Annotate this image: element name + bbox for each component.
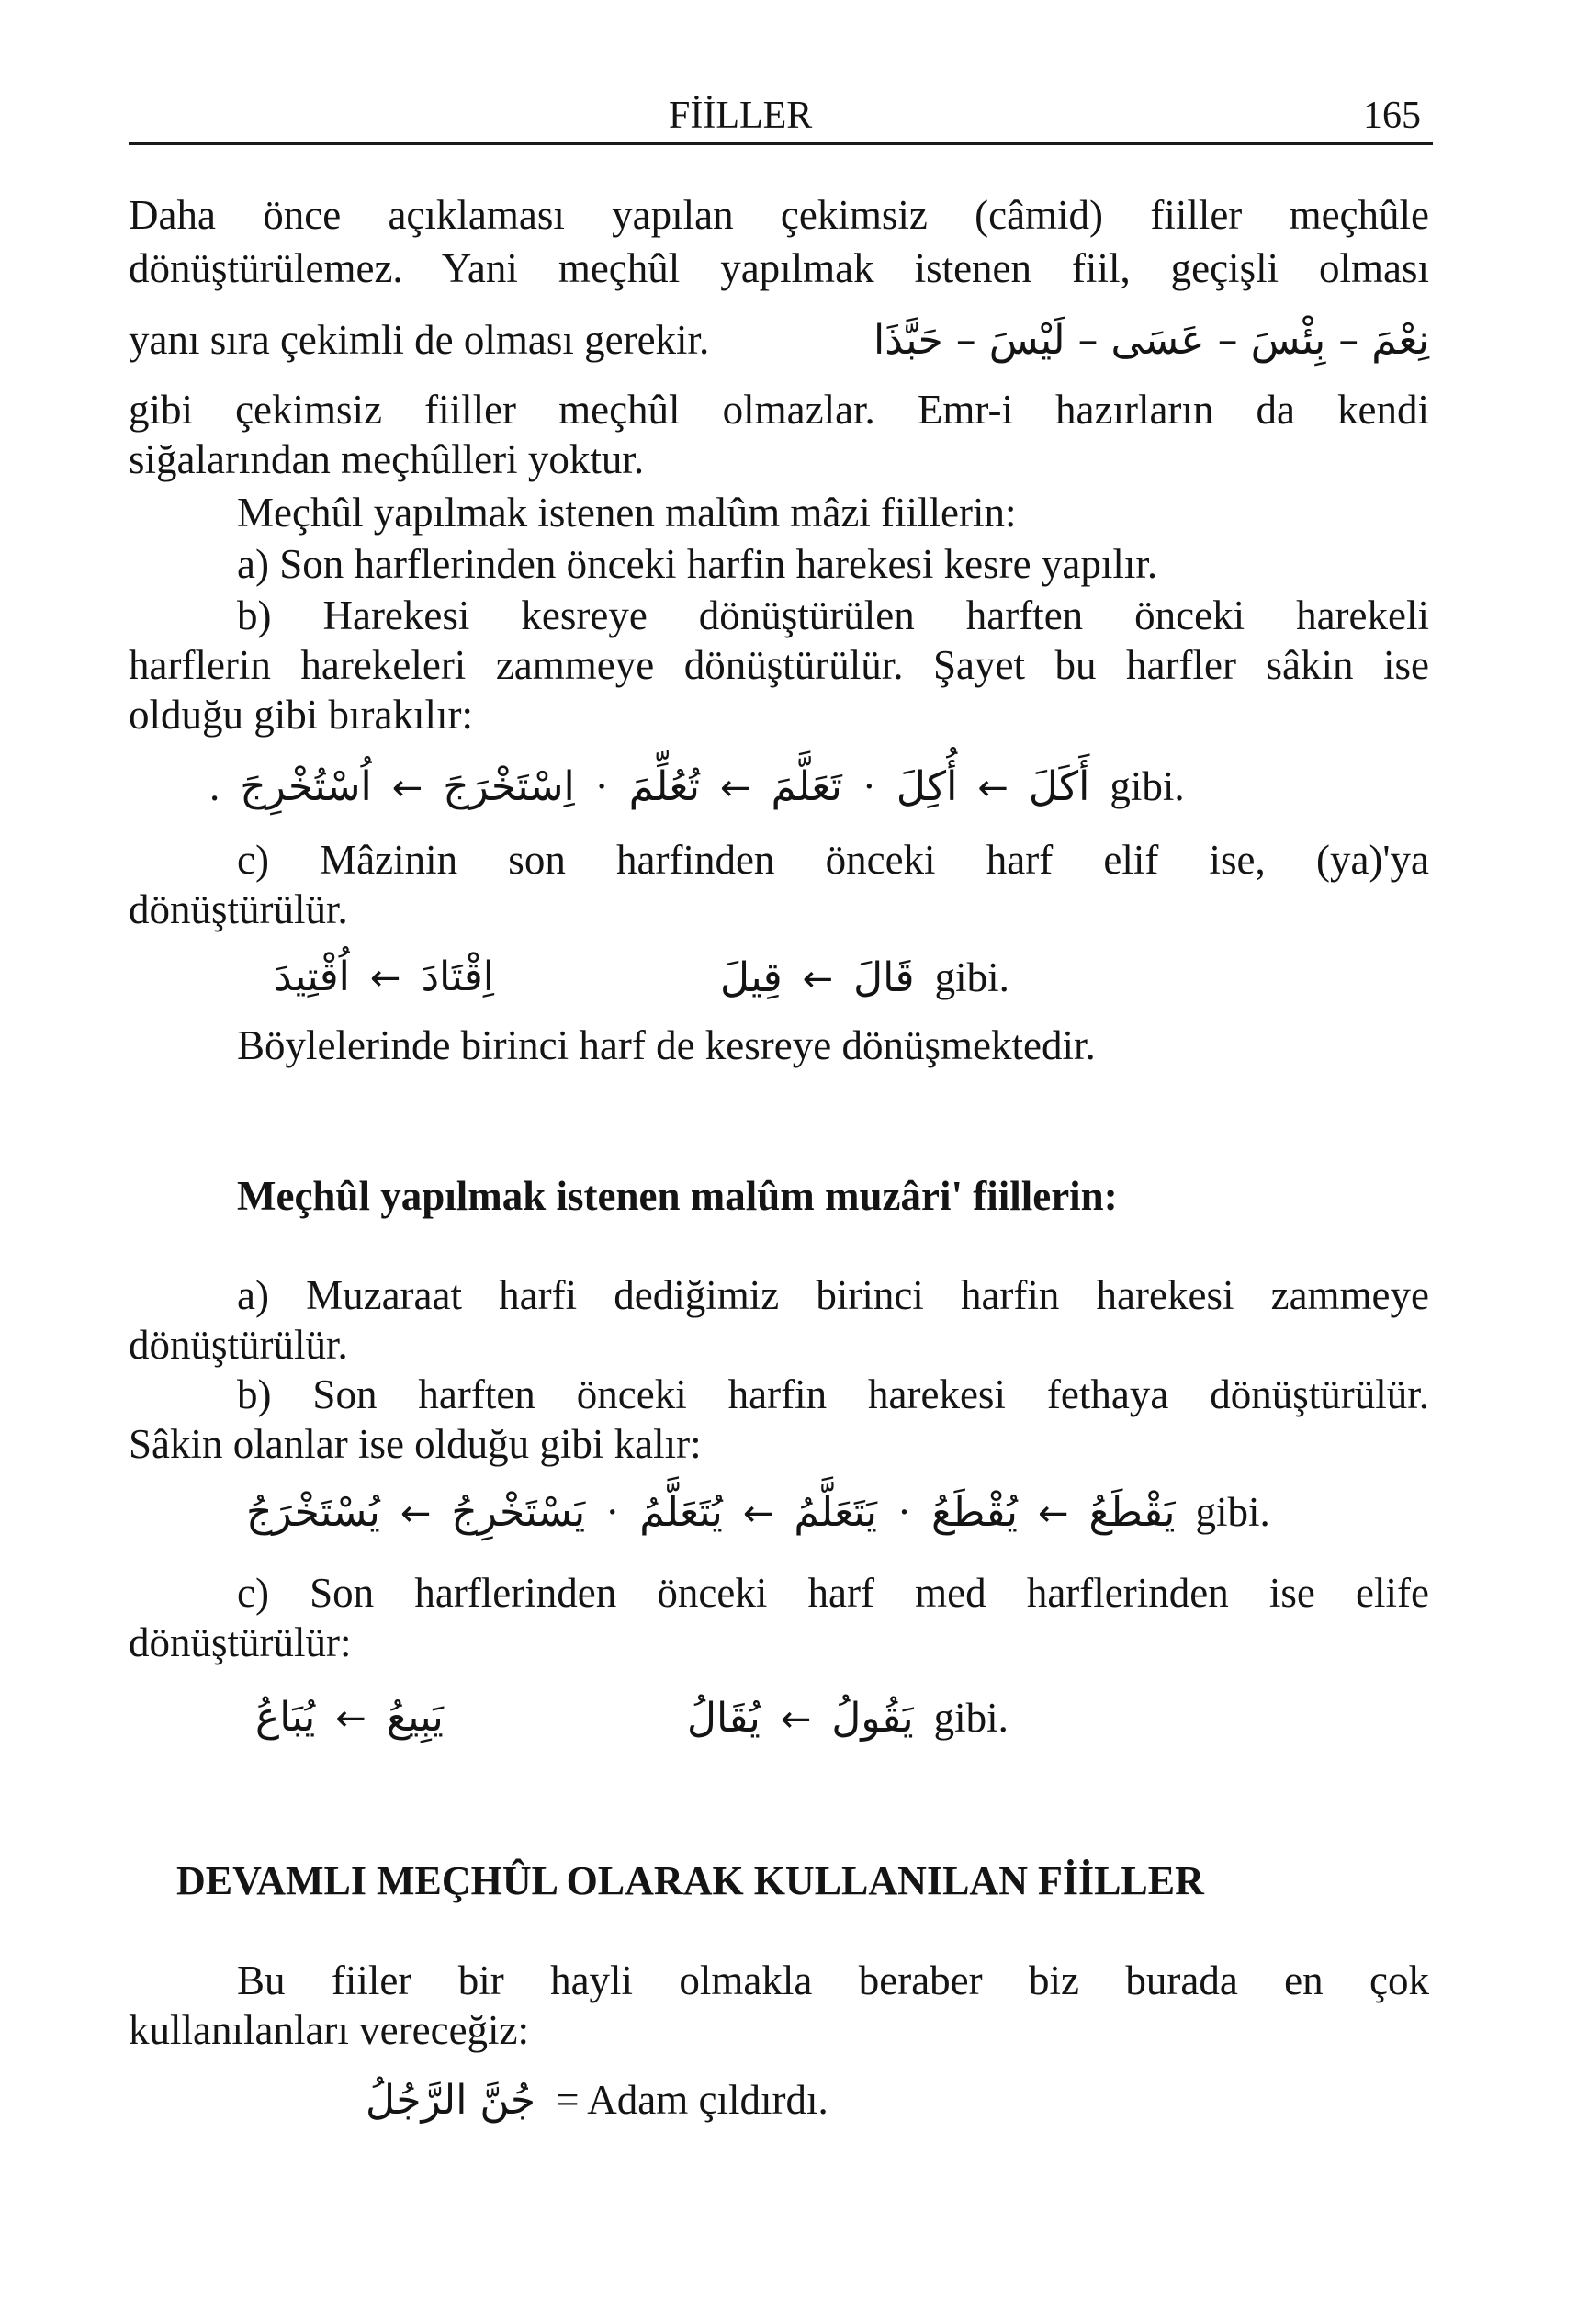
arabic-word: اُسْتُخْرِجَ [240,763,372,810]
arrow-left-icon: ← [780,1698,812,1741]
paragraph-line: dönüştürülemez. Yani meçhûl yapılmak istenen fiil, geçişli olması [129,245,1429,291]
arabic-word: يُقَالُ [687,1695,761,1742]
header-rule [129,142,1433,145]
rule-a: a) Muzaraat harfi dediğimiz birinci harfin harekesi zammeye [237,1272,1429,1318]
rule-c: c) Mâzinin son harfinden önceki harf elif ise, (ya)'ya [237,837,1429,883]
arabic-verb-list: نِعْمَ – بِئْسَ – عَسَى – لَيْسَ – حَبَّذَا [873,317,1429,364]
paragraph-line: harflerin harekeleri zammeye dönüştürülür. Şayet bu harfler sâkin ise [129,642,1429,688]
arrow-left-icon: ← [400,1493,432,1535]
rule-b: b) Harekesi kesreye dönüştürülen harften önceki harekeli [237,592,1429,638]
paragraph-line: olduğu gibi bırakılır: [129,692,473,738]
paragraph-line: dönüştürülür: [129,1619,352,1665]
arabic-word: يَقُولُ [831,1695,914,1742]
arrow-left-icon: ← [391,767,423,809]
example-row-muzari [246,1484,1270,1541]
arrow-left-icon: ← [335,1698,366,1740]
section-heading: DEVAMLI MEÇHÛL OLARAK KULLANILAN FİİLLER [176,1858,1204,1903]
paragraph-line: kullanılanları vereceğiz: [129,2007,530,2053]
section-heading: Meçhûl yapılmak istenen malûm muzâri' fiillerin: [237,1173,1118,1219]
arrow-left-icon: ← [369,957,401,999]
gibi-label: gibi. [934,954,1009,1000]
arabic-word: اُقْتِيدَ [274,953,350,1000]
rule-c: c) Son harflerinden önceki harf med harflerinden ise elife [237,1570,1429,1616]
separator: · [594,763,609,809]
example-pair [720,950,1009,1007]
example-row-mazi [209,759,1185,816]
rule-b: b) Son harften önceki harfin harekesi fethaya dönüştürülür. [237,1371,1429,1417]
arrow-left-icon: ← [720,767,751,809]
period: . [209,763,220,809]
paragraph-line: Bu fiiler bir hayli olmakla beraber biz burada en çok [237,1957,1429,2003]
gibi-label: gibi. [1195,1489,1270,1535]
rule-a: a) Son harflerinden önceki harfin harekesi kesre yapılır. [237,541,1158,587]
note-line: Böylelerinde birinci harf de kesreye dönüşmektedir. [237,1022,1096,1068]
example-pair [255,1690,444,1746]
paragraph-line: dönüştürülür. [129,1322,348,1368]
arabic-word: أُكِلَ [896,763,958,810]
arabic-word: يُقْطَعُ [930,1489,1018,1536]
arabic-word: يَقْطَعُ [1088,1489,1176,1536]
paragraph-line: dönüştürülür. [129,886,348,932]
arabic-word: قَالَ [853,954,915,1001]
arabic-word: اِسْتَخْرَجَ [443,763,575,810]
meaning-text: = Adam çıldırdı. [556,2077,828,2123]
paragraph-line: siğalarından meçhûlleri yoktur. [129,436,645,482]
arabic-word: يُبَاعُ [255,1694,316,1741]
example-pair [274,950,494,1006]
example-meaning [366,2072,828,2128]
separator: · [605,1489,620,1535]
arrow-left-icon: ← [977,767,1009,809]
separator: · [896,1489,911,1535]
running-header-title: FİİLLER [669,95,813,137]
paragraph-line: gibi çekimsiz fiiller meçhûl olmazlar. Emr-i hazırların da kendi [129,387,1429,433]
arrow-left-icon: ← [742,1493,774,1535]
arabic-phrase: جُنَّ الرَّجُلُ [366,2077,536,2124]
arrow-left-icon: ← [802,958,834,1000]
example-pair [687,1690,1009,1747]
arabic-word: يُتَعَلَّمُ [639,1489,723,1536]
arabic-word: يَسْتَخْرِجُ [451,1489,586,1536]
arabic-word: يَبِيعُ [386,1694,444,1741]
separator: · [862,763,876,809]
paragraph-line: Meçhûl yapılmak istenen malûm mâzi fiillerin: [237,490,1017,536]
arabic-word: أَكَلَ [1028,763,1090,810]
arabic-word: تُعُلِّمَ [628,763,700,810]
paragraph-line: Sâkin olanlar ise olduğu gibi kalır: [129,1421,702,1467]
paragraph-line-with-arabic [129,312,1429,368]
arabic-word: يُسْتَخْرَجُ [246,1489,380,1536]
gibi-label: gibi. [933,1695,1009,1741]
page-number: 165 [1363,95,1421,137]
arabic-word: يَتَعَلَّمُ [794,1489,877,1536]
arabic-word: تَعَلَّمَ [771,763,842,810]
arabic-word: قِيلَ [720,954,783,1001]
paragraph-line: Daha önce açıklaması yapılan çekimsiz (câmid) fiiller meçhûle [129,192,1429,238]
arrow-left-icon: ← [1037,1493,1069,1535]
paragraph-text: yanı sıra çekimli de olması gerekir. [129,317,710,363]
arabic-word: اِقْتَادَ [421,953,494,1000]
gibi-label: gibi. [1110,763,1185,809]
